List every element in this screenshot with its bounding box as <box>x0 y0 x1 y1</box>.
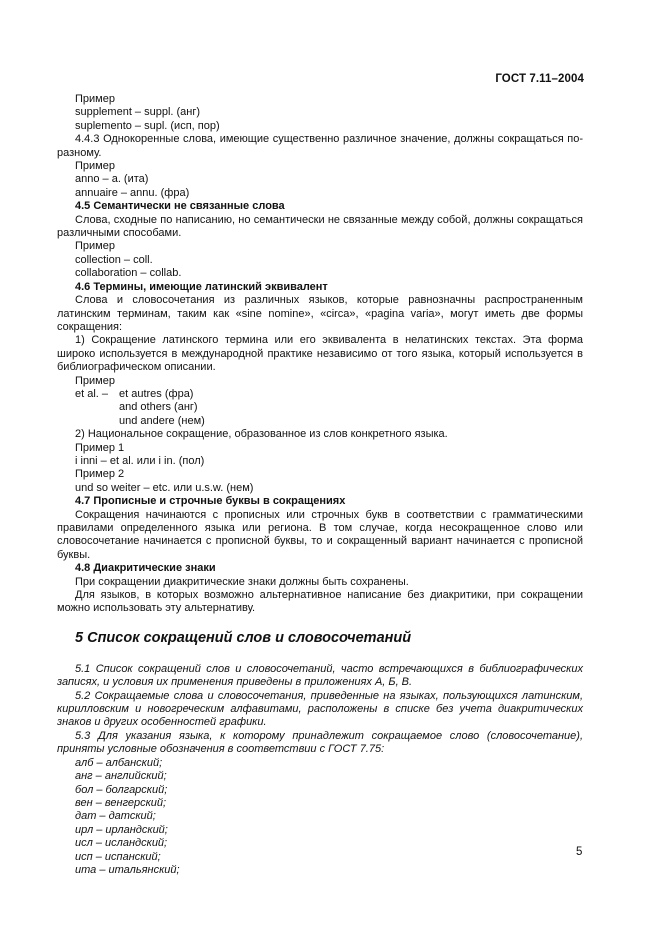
example-line: and others (анг) <box>119 401 198 414</box>
example-label: Пример 1 <box>75 441 125 454</box>
heading-4-8: 4.8 Диакритические знаки <box>75 562 216 575</box>
example-line: und so weiter – etc. или u.s.w. (нем) <box>75 481 254 494</box>
language-list-item: исп – испанский; <box>75 850 161 863</box>
heading-4-5: 4.5 Семантически не связанные слова <box>75 200 285 213</box>
example-label: Пример <box>75 93 115 105</box>
paragraph-4-4-3: 4.4.3 Однокоренные слова, имеющие существенно различное значение, должны сокращаться по-разному. <box>57 133 583 159</box>
example-line: und andere (нем) <box>119 414 205 427</box>
example-line: supplement – suppl. (анг) <box>75 106 201 119</box>
language-list-item: ита – итальянский; <box>75 863 180 876</box>
example-line: suplemento – supl. (исп, пор) <box>75 119 220 132</box>
section-5-title: 5 Список сокращений слов и словосочетаний <box>75 629 412 646</box>
page-number: 5 <box>576 846 583 858</box>
language-list-item: алб – албанский; <box>75 756 163 769</box>
example-label: Пример <box>75 374 115 387</box>
example-line: collection – coll. <box>75 253 153 266</box>
language-list-item: ирл – ирландский; <box>75 823 168 836</box>
example-label: Пример <box>75 160 115 173</box>
heading-4-7: 4.7 Прописные и строчные буквы в сокращениях <box>75 495 346 508</box>
paragraph-4-6-item-2: 2) Национальное сокращение, образованное из слов конкретного языка. <box>75 428 448 441</box>
example-line: collaboration – collab. <box>75 267 182 280</box>
page-body <box>57 93 583 877</box>
paragraph-4-8-b: Для языков, в которых возможно альтернативное написание без диакритики, при сокращении можно использовать эту альтернативу. <box>57 589 583 615</box>
example-line: anno – a. (ита) <box>75 173 149 186</box>
heading-4-6: 4.6 Термины, имеющие латинский эквивалент <box>75 280 328 293</box>
example-line: et autres (фра) <box>119 387 194 400</box>
language-list-item: исл – исландский; <box>75 837 168 850</box>
example-label: Пример 2 <box>75 468 125 481</box>
document-code-header: ГОСТ 7.11–2004 <box>495 73 584 85</box>
paragraph-5-1: 5.1 Список сокращений слов и словосочетаний, часто встречающихся в библиографических записях, и условия их применения приведены в приложениях А, Б, В. <box>57 662 583 689</box>
paragraph-4-8-a: При сокращении диакритические знаки должны быть сохранены. <box>75 575 409 588</box>
example-line: i inni – et al. или i in. (пол) <box>75 454 205 467</box>
paragraph-4-5: Слова, сходные по написанию, но семантически не связанные между собой, должны сокращаться различными способами. <box>57 213 583 240</box>
paragraph-4-6-item-1: 1) Сокращение латинского термина или его эквивалента в нелатинских текстах. Эта форма широко используется в международной практике независимо от того языка, который используется в библиографическом описании. <box>57 334 583 374</box>
paragraph-4-7: Сокращения начинаются с прописных или строчных букв в соответствии с грамматическими правилами определенного языка или региона. В том случае, когда несокращенное слово или словосочетание начинается с прописной буквы, то и сокращенный вариант начинается с прописной буквы. <box>57 508 583 561</box>
example-key: et al. – <box>75 387 109 400</box>
language-list-item: бол – болгарский; <box>75 783 168 796</box>
language-list-item: анг – английский; <box>75 770 167 783</box>
language-list-item: вен – венгерский; <box>75 796 167 809</box>
example-row <box>57 388 583 401</box>
language-list-item: дат – датский; <box>75 810 156 823</box>
paragraph-5-3: 5.3 Для указания языка, к которому принадлежит сокращаемое слово (словосочетание), приняты условные обозначения в соответствии с ГОСТ 7.75: <box>57 729 583 756</box>
paragraph-4-6: Слова и словосочетания из различных языков, которые равнозначны распространенным латинским терминам, таким как «sine nomine», «circa», «pagina varia», могут иметь две формы сокращения: <box>57 294 583 333</box>
paragraph-5-2: 5.2 Сокращаемые слова и словосочетания, приведенные на языках, пользующихся латинским, кирилловским и новогреческим алфавитами, расположены в списке без учета диакритических знаков и других особенностей графики. <box>57 689 583 729</box>
example-line: annuaire – annu. (фра) <box>75 186 190 199</box>
example-label: Пример <box>75 240 115 253</box>
